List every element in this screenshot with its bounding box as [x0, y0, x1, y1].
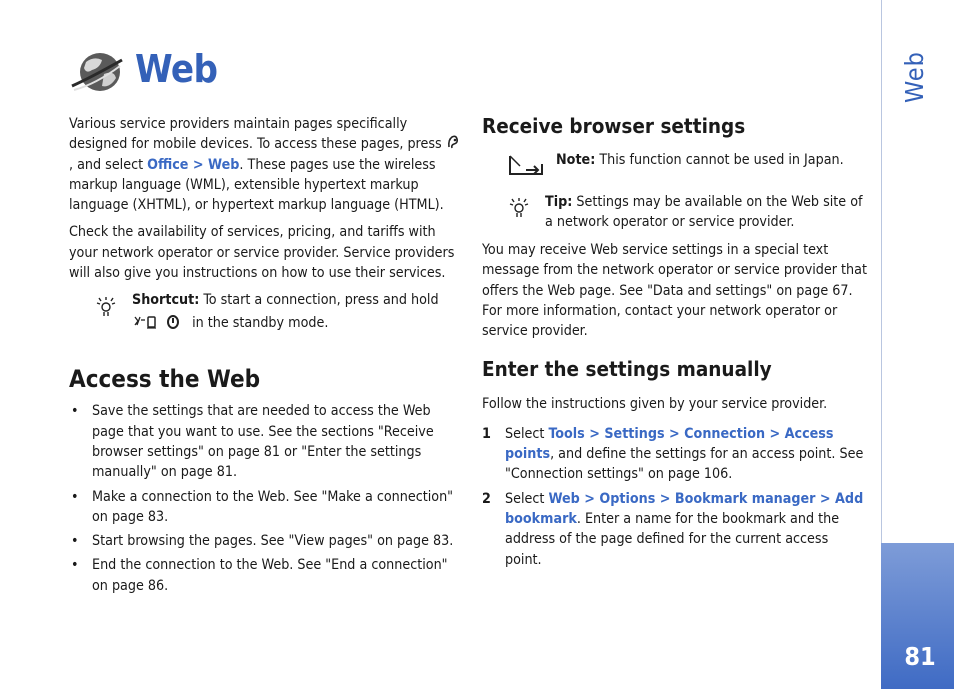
menu-key-icon — [446, 134, 460, 150]
shortcut-tip: Shortcut: To start a connection, press and hold in the standby mode. — [69, 290, 461, 332]
list-item: • Make a connection to the Web. See "Make a connection" on page 83. — [71, 488, 454, 525]
availability-paragraph: Check the availability of services, pricing, and tariffs with your network operator or service provider. Service providers will also give you instructions on how to use their services. — [69, 224, 455, 282]
add-bookmark-menu-path: Web > Options > Bookmark manager > Add bookmark — [505, 490, 864, 527]
power-key-icon — [166, 314, 180, 330]
tip-box: Tip: Settings may be available on the Web site of a network operator or service provider. — [482, 192, 868, 236]
key-sequence — [132, 314, 188, 336]
access-web-heading: Access the Web — [69, 365, 261, 394]
manual-settings-heading: Enter the settings manually — [482, 357, 772, 382]
manual-intro: Follow the instructions given by your service provider. — [482, 396, 828, 413]
access-steps-list — [69, 401, 461, 596]
note-icon — [508, 154, 544, 178]
intro-paragraph: Various service providers maintain pages specifically designed for mobile devices. To access these pages, press , and select Office > Web. These pages use the wireless markup language (WML), extensible hypertext markup language (XHTML), or hypertext markup language (HTML). — [69, 114, 461, 215]
receive-settings-heading: Receive browser settings — [482, 114, 746, 138]
lightbulb-icon — [506, 195, 532, 221]
left-column — [69, 114, 461, 600]
globe-icon — [70, 52, 124, 94]
right-column — [482, 114, 868, 570]
access-points-menu-path: Tools > Settings > Connection > Access points — [505, 425, 834, 463]
list-item: • Save the settings that are needed to access the Web page that you want to use. See the sections "Receive browser settings" on page 81 or "Enter the settings manually" on page 81. — [71, 403, 434, 481]
list-item: • Start browsing the pages. See "View pages" on page 83. — [71, 533, 454, 550]
step-2: 2 Select Web > Options > Bookmark manager > Add bookmark. Enter a name for the bookmark and the address of the page defined for the current access point. — [482, 490, 864, 568]
zero-key-icon — [132, 314, 162, 330]
list-item: • End the connection to the Web. See "End a connection" on page 86. — [71, 557, 448, 594]
page-title: Web — [135, 47, 218, 91]
page-number: 81 — [904, 642, 936, 671]
note-box: Note: This function cannot be used in Japan. — [482, 150, 868, 188]
chapter-side-label: Web — [900, 51, 929, 103]
receive-settings-paragraph: You may receive Web service settings in a special text message from the network operator or service provider that offers the Web page. See "Data and settings" on page 67. For more information, contact your network operator or service provider. — [482, 242, 867, 340]
office-web-menu-path: Office > Web — [147, 156, 240, 173]
step-1: 1 Select Tools > Settings > Connection > Access points, and define the settings for an access point. See "Connection settings" on page 106. — [482, 425, 864, 483]
lightbulb-icon — [93, 294, 119, 320]
